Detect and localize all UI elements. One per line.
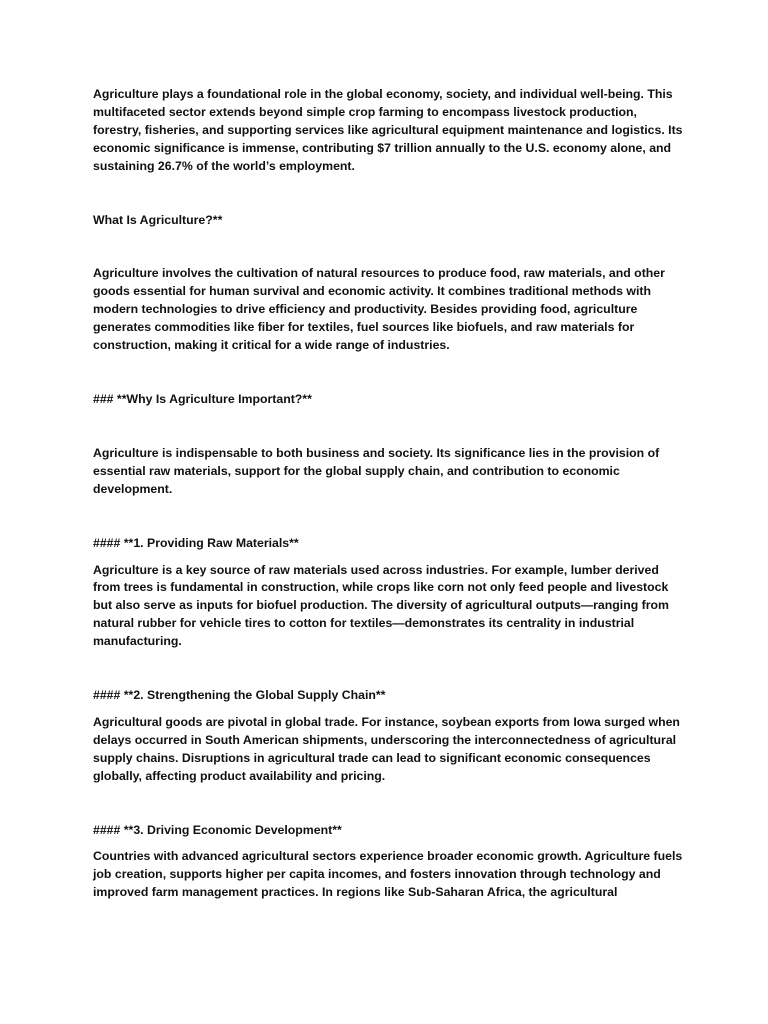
raw-materials-paragraph: Agriculture is a key source of raw materials used across industries. For example, lumber derived from trees is fundamental in construction, while crops like corn not only feed people and livestock but also serve as inputs for biofuel production. The diversity of agricultural outputs—ranging from natural rubber for vehicle tires to cotton for textiles—demonstrates its centrality in industrial manufacturing. — [93, 562, 669, 649]
what-is-agriculture-paragraph: Agriculture involves the cultivation of natural resources to produce food, raw materials, and other goods essential for human survival and economic activity. It combines traditional methods with modern technologies to drive efficiency and productivity. Besides providing food, agriculture generates commodities like fiber for textiles, fuel sources like biofuels, and raw materials for construction, making it critical for a wide range of industries. — [93, 266, 665, 353]
heading-why-important: ### **Why Is Agriculture Important?** — [93, 391, 312, 406]
heading-supply-chain: #### **2. Strengthening the Global Supply Chain** — [93, 688, 386, 703]
document-body — [93, 86, 683, 902]
heading-what-is-agriculture: What Is Agriculture?** — [93, 212, 223, 227]
supply-chain-paragraph: Agricultural goods are pivotal in global trade. For instance, soybean exports from Iowa surged when delays occurred in South American shipments, underscoring the interconnectedness of agricultural supply chains. Disruptions in agricultural trade can lead to significant economic consequences globally, affecting product availability and pricing. — [93, 714, 680, 783]
intro-paragraph: Agriculture plays a foundational role in the global economy, society, and individual well-being. This multifaceted sector extends beyond simple crop farming to encompass livestock production, forestry, fisheries, and supporting services like agricultural equipment maintenance and logistics. Its economic significance is immense, contributing $7 trillion annually to the U.S. economy alone, and sustaining 26.7% of the world’s employment. — [93, 87, 683, 173]
why-important-paragraph: Agriculture is indispensable to both business and society. Its significance lies in the provision of essential raw materials, support for the global supply chain, and contribution to economic development. — [93, 445, 660, 496]
economic-development-paragraph: Countries with advanced agricultural sectors experience broader economic growth. Agriculture fuels job creation, supports higher per capita incomes, and fosters innovation through technology and improved farm management practices. In regions like Sub-Saharan Africa, the agricultural — [93, 849, 683, 900]
heading-economic-development: #### **3. Driving Economic Development** — [93, 822, 342, 837]
heading-raw-materials: #### **1. Providing Raw Materials** — [93, 535, 299, 550]
